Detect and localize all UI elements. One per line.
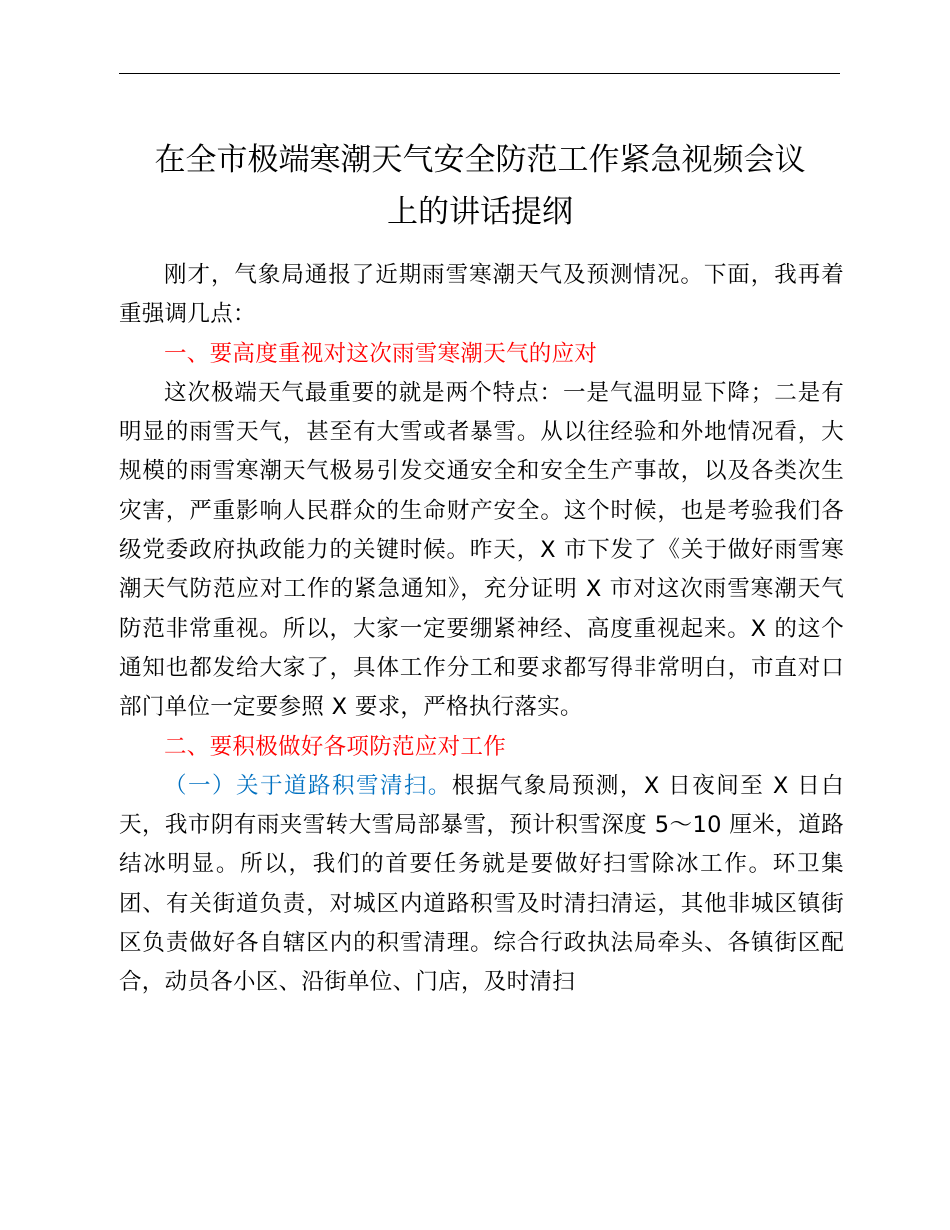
section-1-heading: 一、要高度重视对这次雨雪寒潮天气的应对 xyxy=(164,340,598,367)
document-body xyxy=(119,256,844,1003)
intro-paragraph: 刚才，气象局通报了近期雨雪寒潮天气及预测情况。下面，我再着重强调几点： xyxy=(119,262,844,328)
subsection-1-heading: （一）关于道路积雪清扫。 xyxy=(164,772,452,799)
title-line-1: 在全市极端寒潮天气安全防范工作紧急视频会议 xyxy=(154,142,806,178)
title-line-2: 上的讲话提纲 xyxy=(387,194,573,230)
header-rule xyxy=(119,73,840,74)
document-title xyxy=(100,134,860,238)
section-2-subsection-1 xyxy=(119,767,844,1003)
section-1-paragraph: 这次极端天气最重要的就是两个特点：一是气温明显下降；二是有明显的雨雪天气，甚至有大雪或者暴雪。从以往经验和外地情况看，大规模的雨雪寒潮天气极易引发交通安全和安全生产事故，以及各类次生灾害，严重影响人民群众的生命财产安全。这个时候，也是考验我们各级党委政府执政能力的关键时候。昨天，X 市下发了《关于做好雨雪寒潮天气防范应对工作的紧急通知》，充分证明 X 市对这次雨雪寒潮天气防范非常重视。所以，大家一定要绷紧神经、高度重视起来。X 的这个通知也都发给大家了，具体工作分工和要求都写得非常明白，市直对口部门单位一定要参照 X 要求，严格执行落实。 xyxy=(119,379,844,721)
subsection-1-text: 根据气象局预测，X 日夜间至 X 日白天，我市阴有雨夹雪转大雪局部暴雪，预计积雪深度 5～10 厘米，道路结冰明显。所以，我们的首要任务就是要做好扫雪除冰工作。环卫集团、有关街道负责，对城区内道路积雪及时清扫清运，其他非城区镇街区负责做好各自辖区内的积雪清理。综合行政执法局牵头、各镇街区配合，动员各小区、沿街单位、门店，及时清扫 xyxy=(119,772,844,996)
section-2-heading: 二、要积极做好各项防范应对工作 xyxy=(164,733,507,760)
